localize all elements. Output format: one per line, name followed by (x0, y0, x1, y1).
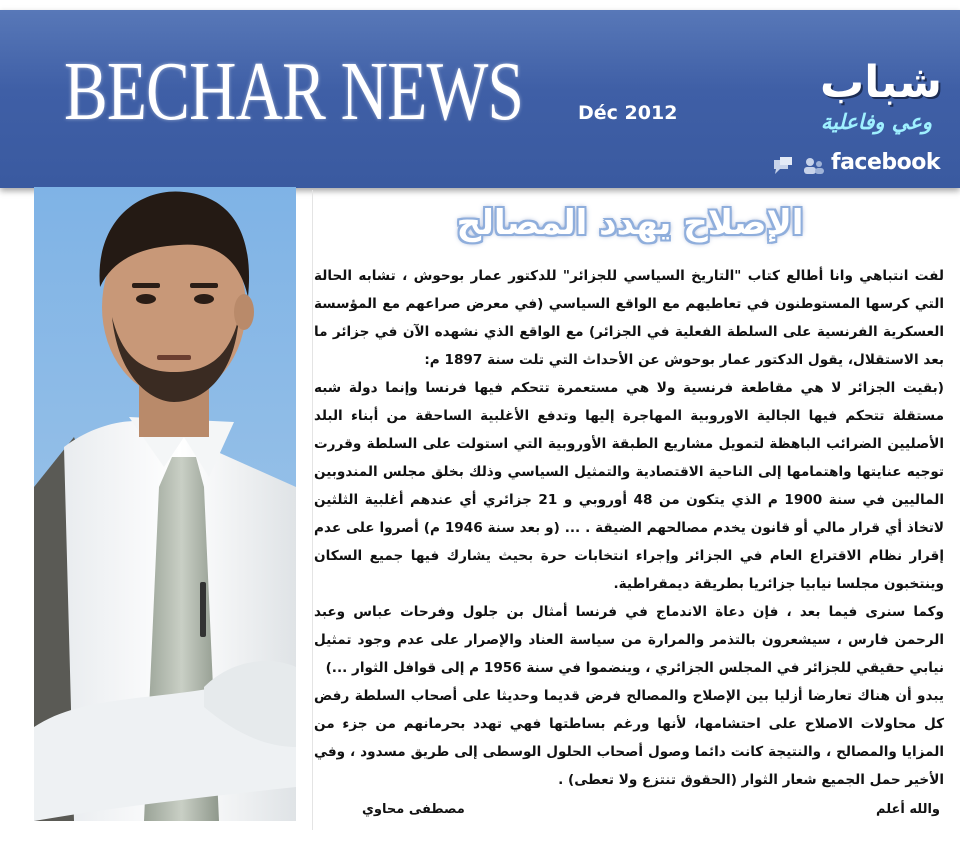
facebook-page-subtitle: وعي وفاعلية (820, 110, 932, 134)
article-paragraph: (بقيت الجزائر لا هي مقاطعة فرنسية ولا هي مستعمرة تتحكم فيها فرنسا وإنما دولة شبه مستقلة تتحكم فيها الجالية الاوروبية المهاجرة إليها وتدفع الأغلبية الساحقة من أبناء البلد الأصليين الضرائب الباهظة لتمويل مشاريع الطبقة الأوروبية التي استولت على السلطة وقررت توجيه عنايتها واهتمامها إلى الناحية الاقتصادية والتمثيل السياسي وذلك بخلق مجلس المندوبين الماليين في سنة 1900 م الذي يتكون من 48 أوروبي و 21 جزائري أي عندهم أغلبية الثلثين لاتخاذ أي قرار مالي أو قانون يخدم مصالحهم الضيقة . ... (و بعد سنة 1946 م) أصروا على عدم إقرار نظام الاقتراع العام في الجزائر وإجراء انتخابات حرة بحيث يشارك فيها جميع السكان وينتخبون مجلسا نيابيا جزائريا بطريقة ديمقراطية. (314, 380, 944, 592)
article-body (314, 262, 944, 794)
header-banner (0, 10, 960, 188)
author-signature: مصطفى محاوي (362, 802, 465, 817)
article-title: الإصلاح يهدد المصالح (456, 203, 804, 243)
facebook-chat-friends-icon (772, 156, 830, 176)
article-paragraph: لفت انتباهي وانا أطالع كتاب "التاريخ السياسي للجزائر" للدكتور عمار بوحوش ، تشابه الحالة التي كرسها المستوطنون في تعاطيهم مع الواقع السياسي (في معرض صراعهم مع المؤسسة العسكرية الفرنسية على السلطة الفعلية في الجزائر) مع الواقع الذي نشهده الآن في جزائر ما بعد الاستقلال، يقول الدكتور عمار بوحوش عن الأحداث التي تلت سنة 1897 م: (314, 268, 944, 368)
author-photo (34, 187, 296, 821)
facebook-wordmark: facebook (831, 150, 940, 175)
article-paragraph: يبدو أن هناك تعارضا أزليا بين الإصلاح والمصالح فرض قديما وحديثا على أصحاب السلطة رفض كل محاولات الاصلاح على احتشامها، لأنها ورغم بساطتها فهي تهدد بحرمانهم من جزء من المزايا والمصالح ، والنتيجة كانت دائما وصول أصحاب الحلول الوسطى إلى طريق مسدود ، وفي الأخير حمل الجميع شعار الثوار (الحقوق تنتزع ولا تعطى) . (314, 688, 944, 788)
site-logo: BECHAR NEWS (64, 45, 524, 138)
closing-phrase: والله أعلم (876, 802, 940, 817)
facebook-page-badge[interactable] (766, 58, 946, 188)
issue-date: Déc 2012 (578, 102, 678, 124)
column-divider (312, 190, 313, 830)
facebook-page-title: شباب (820, 57, 942, 108)
article-paragraph: وكما سنرى فيما بعد ، فإن دعاة الاندماج في فرنسا أمثال بن جلول وفرحات عباس وعبد الرحمن فارس ، سيشعرون بالتذمر والمرارة من سياسة العناد والإصرار على عدم وجود تمثيل نيابي حقيقي للجزائر في المجلس الجزائري ، وينضموا في سنة 1956 م إلى قوافل الثوار ...) (314, 604, 944, 676)
